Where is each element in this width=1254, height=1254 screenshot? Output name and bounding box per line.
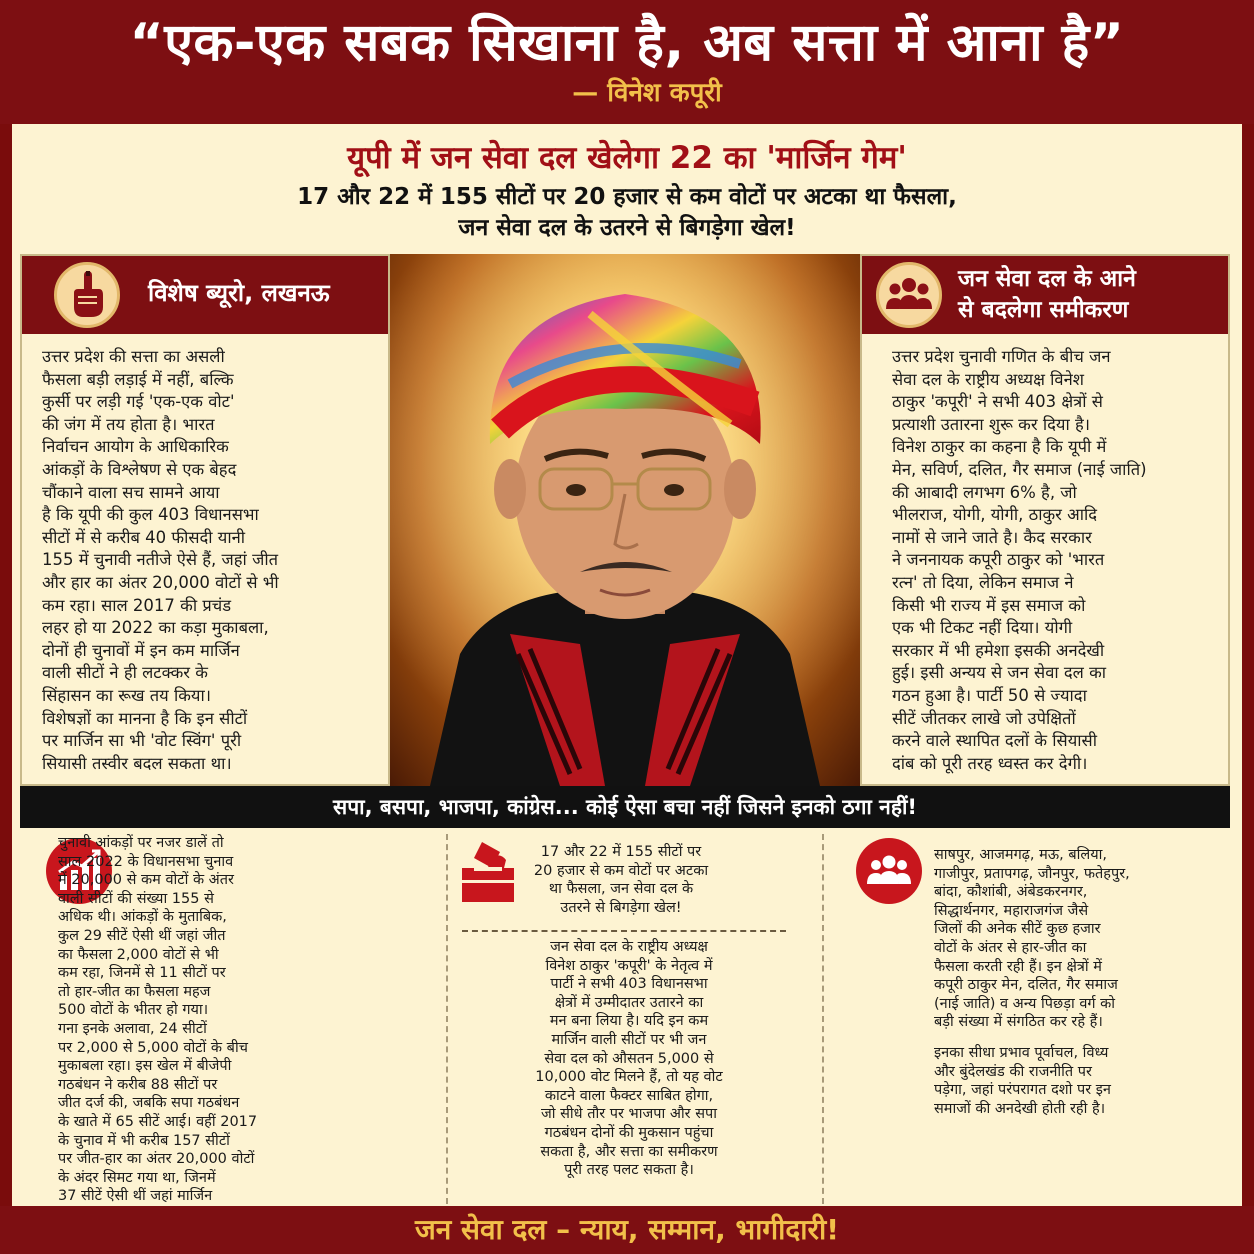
text-line: गना इनके अलावा, 24 सीटों xyxy=(58,1020,207,1037)
portrait-photo xyxy=(390,254,860,786)
text-line: में 20,000 से कम वोटों के अंतर xyxy=(58,872,234,889)
text-line: फैसला बड़ी लड़ाई में नहीं, बल्कि xyxy=(42,369,234,389)
text-line: सियासी तस्वीर बदल सकता था। xyxy=(42,753,232,773)
text-line: हुई। इसी अन्यय से जन सेवा दल का xyxy=(892,663,1107,683)
text-line: मार्जिन वाली सीटों पर भी जन xyxy=(551,1031,707,1048)
text-line: चौंकाने वाला सच सामने आया xyxy=(42,482,220,502)
text-line: सकता है, और सत्ता का समीकरण xyxy=(540,1143,718,1160)
text-line: ठाकुर 'कपूरी' ने सभी 403 क्षेत्रों से xyxy=(892,392,1103,412)
right-title-line-2: से बदलेगा समीकरण xyxy=(958,297,1129,323)
text-line: समाजों की अनदेखी होती रही है। xyxy=(934,1100,1106,1117)
text-line: और बुंदेलखंड की राजनीति पर xyxy=(934,1063,1092,1080)
text-line: मुकाबला रहा। इस खेल में बीजेपी xyxy=(58,1058,232,1075)
people-icon xyxy=(856,838,922,904)
text-line: 17 और 22 में 155 सीटों पर xyxy=(540,844,702,860)
left-column-title: विशेष ब्यूरो, लखनऊ xyxy=(148,279,330,307)
text-line: किसी भी राज्य में इस समाज को xyxy=(892,595,1086,615)
text-line: सीटें जीतकर लाखे जो उपेक्षितों xyxy=(892,708,1076,728)
text-line: पार्टी ने सभी 403 विधानसभा xyxy=(550,976,708,993)
text-line: के खाते में 65 सीटें आई। वहीं 2017 xyxy=(58,1113,258,1130)
dashed-separator xyxy=(462,930,786,932)
text-line: 500 वोटों के भीतर हो गया। xyxy=(58,1002,209,1019)
text-line: चुनावी आंकड़ों पर नजर डालें तो xyxy=(58,835,224,851)
right-column-header xyxy=(862,256,1228,334)
text-line: सेवा दल को औसतन 5,000 से xyxy=(544,1050,714,1067)
text-line: पर मार्जिन सा भी 'वोट स्विंग' पूरी xyxy=(42,731,242,751)
text-line: के अंदर सिमट गया था, जिनमें xyxy=(58,1169,216,1186)
text-line: कपूरी ठाकुर मेन, दलित, गैर समाज xyxy=(934,977,1118,994)
text-line: क्षेत्रों में उम्मीदातर उतारने का xyxy=(554,994,704,1011)
text-line: एक भी टिकट नहीं दिया। योगी xyxy=(892,618,1073,638)
text-line: ने जननायक कपूरी ठाकुर को 'भारत xyxy=(892,550,1105,570)
text-line: फैसला करती रही हैं। इन क्षेत्रों में xyxy=(934,958,1102,975)
text-line: कम रहा, जिनमें से 11 सीटों पर xyxy=(58,965,226,982)
text-line: भीलराज, योगी, योगी, ठाकुर आदि xyxy=(892,505,1098,525)
text-line: (नाई जाति) व अन्य पिछड़ा वर्ग को xyxy=(934,995,1116,1012)
text-line: की आबादी लगभग 6% है, जो xyxy=(892,482,1077,502)
bottom-left-text xyxy=(58,834,358,1206)
text-line: तो हार-जीत का फैसला महज xyxy=(58,983,211,1000)
text-line: लहर हो या 2022 का कड़ा मुकाबला, xyxy=(42,618,269,638)
text-line: उत्तर प्रदेश चुनावी गणित के बीच जन xyxy=(892,347,1111,366)
text-line: बांदा, कौशांबी, अंबेडकरनगर, xyxy=(934,884,1088,901)
text-line: 37 सीटें ऐसी थीं जहां मार्जिन xyxy=(58,1188,213,1205)
text-line: विनेश ठाकुर का कहना है कि यूपी में xyxy=(892,437,1107,457)
text-line: वोटों के अंतर से हार-जीत का xyxy=(934,939,1087,956)
text-line: और हार का अंतर 20,000 वोटों से भी xyxy=(42,572,279,592)
right-column xyxy=(860,254,1230,786)
text-line: वाली सीटों की संख्या 155 से xyxy=(58,890,214,907)
text-line: अधिक थी। आंकड़ों के मुताबिक, xyxy=(58,909,227,926)
text-line: इनका सीधा प्रभाव पूर्वाचल, विध्य xyxy=(934,1044,1109,1061)
text-line: पूरी तरह पलट सकता है। xyxy=(564,1162,694,1179)
text-line: कुर्सी पर लड़ी गई 'एक-एक वोट' xyxy=(42,392,235,412)
text-line: गठबंधन दोनों की मुकसान पहुंचा xyxy=(544,1124,714,1141)
bottom-right-text xyxy=(934,846,1218,1118)
text-line: बड़ी संख्या में संगठित कर रहे हैं। xyxy=(934,1014,1103,1031)
text-line: जो सीधे तौर पर भाजपा और सपा xyxy=(540,1106,718,1123)
text-line: प्रत्याशी उतारना शुरू कर दिया है। xyxy=(892,414,1090,434)
left-column-header xyxy=(22,256,388,334)
text-line: के चुनाव में भी करीब 157 सीटों xyxy=(58,1132,230,1149)
column-divider-right xyxy=(822,834,824,1204)
text-line: कुल 29 सीटें ऐसी थीं जहां जीत xyxy=(58,927,226,944)
text-line: है कि यूपी की कुल 403 विधानसभा xyxy=(42,505,259,525)
subheadline-line-2: जन सेवा दल के उतरने से बिगड़ेगा खेल! xyxy=(458,215,796,241)
text-line: साल 2022 के विधानसभा चुनाव xyxy=(58,853,234,870)
subheadline-line-1: 17 और 22 में 155 सीटों पर 20 हजार से कम वोटों पर अटका था फैसला, xyxy=(297,184,957,210)
right-column-title xyxy=(958,264,1136,326)
text-line: साषपुर, आजमगढ़, मऊ, बलिया, xyxy=(934,847,1108,863)
text-line: था फैसला, जन सेवा दल के xyxy=(548,881,694,898)
text-line: उत्तर प्रदेश की सत्ता का असली xyxy=(42,347,225,366)
text-line: पर 2,000 से 5,000 वोटों के बीच xyxy=(58,1039,248,1056)
text-line: पर जीत-हार का अंतर 20,000 वोटों xyxy=(58,1151,255,1168)
text-line: करने वाले स्थापित दलों के सियासी xyxy=(892,731,1097,751)
text-line: गठन हुआ है। पार्टी 50 से ज्यादा xyxy=(892,685,1087,705)
text-line: सेवा दल के राष्ट्रीय अध्यक्ष विनेश xyxy=(892,369,1084,389)
text-line: जीत दर्ज की, जबकि सपा गठबंधन xyxy=(58,1095,240,1112)
text-line: कम रहा। साल 2017 की प्रचंड xyxy=(42,595,232,615)
text-line: गठबंधन ने करीब 88 सीटों पर xyxy=(58,1076,218,1093)
quote: “एक-एक सबक सिखाना है, अब सत्ता में आना है” xyxy=(129,13,1125,73)
text-line: दोनों ही चुनावों में इन कम मार्जिन xyxy=(42,640,240,660)
text-line: मेन, सविर्ण, दलित, गैर समाज (नाई जाति) xyxy=(892,459,1147,479)
text-line: सिंहासन का रूख तय किया। xyxy=(42,685,212,705)
text-line: विशेषज्ञों का मानना है कि इन सीटों xyxy=(42,708,248,728)
text-line: रत्न' तो दिया, लेकिन समाज ने xyxy=(892,572,1074,592)
text-line: 10,000 वोट मिलने हैं, तो यह वोट xyxy=(535,1069,723,1086)
subheadline xyxy=(0,182,1254,244)
footer-slogan: जन सेवा दल – न्याय, सम्मान, भागीदारी! xyxy=(0,1206,1254,1254)
bottom-center-text xyxy=(484,938,774,1180)
text-line: का फैसला 2,000 वोटों से भी xyxy=(58,946,219,963)
text-line: नामों से जाने जाते है। कैद सरकार xyxy=(892,527,1092,547)
bottom-right-para-2 xyxy=(934,1044,1218,1118)
text-line: काटने वाला फैक्टर साबित होगा, xyxy=(544,1087,714,1104)
bottom-right-para-1 xyxy=(934,846,1218,1032)
text-line: सिद्धार्थनगर, महाराजगंज जैसे xyxy=(934,902,1089,919)
text-line: विनेश ठाकुर 'कपूरी' के नेतृत्व में xyxy=(545,957,713,974)
right-column-body xyxy=(892,346,1224,775)
left-column xyxy=(20,254,390,786)
text-line: सीटों में से करीब 40 फीसदी यानी xyxy=(42,527,246,547)
attribution: — विनेश कपूरी xyxy=(572,78,722,108)
group-icon xyxy=(876,262,942,328)
raised-finger-icon xyxy=(54,262,120,328)
text-line: सरकार में भी हमेशा इसकी अनदेखी xyxy=(892,640,1105,660)
text-line: 155 में चुनावी नतीजे ऐसे हैं, जहां जीत xyxy=(42,550,278,570)
text-line: पड़ेगा, जहां परंपरागत दशो पर इन xyxy=(934,1082,1111,1099)
text-line: जन सेवा दल के राष्ट्रीय अध्यक्ष xyxy=(550,939,708,955)
bottom-center-intro xyxy=(466,843,776,917)
text-line: वाली सीटों ने ही लटक्कर के xyxy=(42,663,208,683)
slogan-banner: सपा, बसपा, भाजपा, कांग्रेस... कोई ऐसा बचा नहीं जिसने इनको ठगा नहीं! xyxy=(20,786,1230,828)
text-line: दांब को पूरी तरह ध्वस्त कर देगी। xyxy=(892,753,1088,773)
text-line: मन बना लिया है। यदि इन कम xyxy=(549,1013,709,1030)
text-line: 20 हजार से कम वोटों पर अटका xyxy=(533,862,709,879)
text-line: उतरने से बिगड़ेगा खेल! xyxy=(560,899,682,916)
text-line: जिलों की अनेक सीटें कुछ हजार xyxy=(934,921,1101,938)
text-line: निर्वाचन आयोग के आधिकारिक xyxy=(42,437,229,457)
text-line: गाजीपुर, प्रतापगढ़, जौनपुर, फतेहपुर, xyxy=(934,865,1130,882)
left-column-body xyxy=(42,346,382,775)
text-line: की जंग में तय होता है। भारत xyxy=(42,414,215,434)
header xyxy=(0,0,1254,124)
column-divider-left xyxy=(446,834,448,1204)
right-title-line-1: जन सेवा दल के आने xyxy=(958,266,1136,292)
headline: यूपी में जन सेवा दल खेलेगा 22 का 'मार्जिन गेम' xyxy=(347,140,907,176)
text-line: आंकड़ों के विश्लेषण से एक बेहद xyxy=(42,459,237,479)
